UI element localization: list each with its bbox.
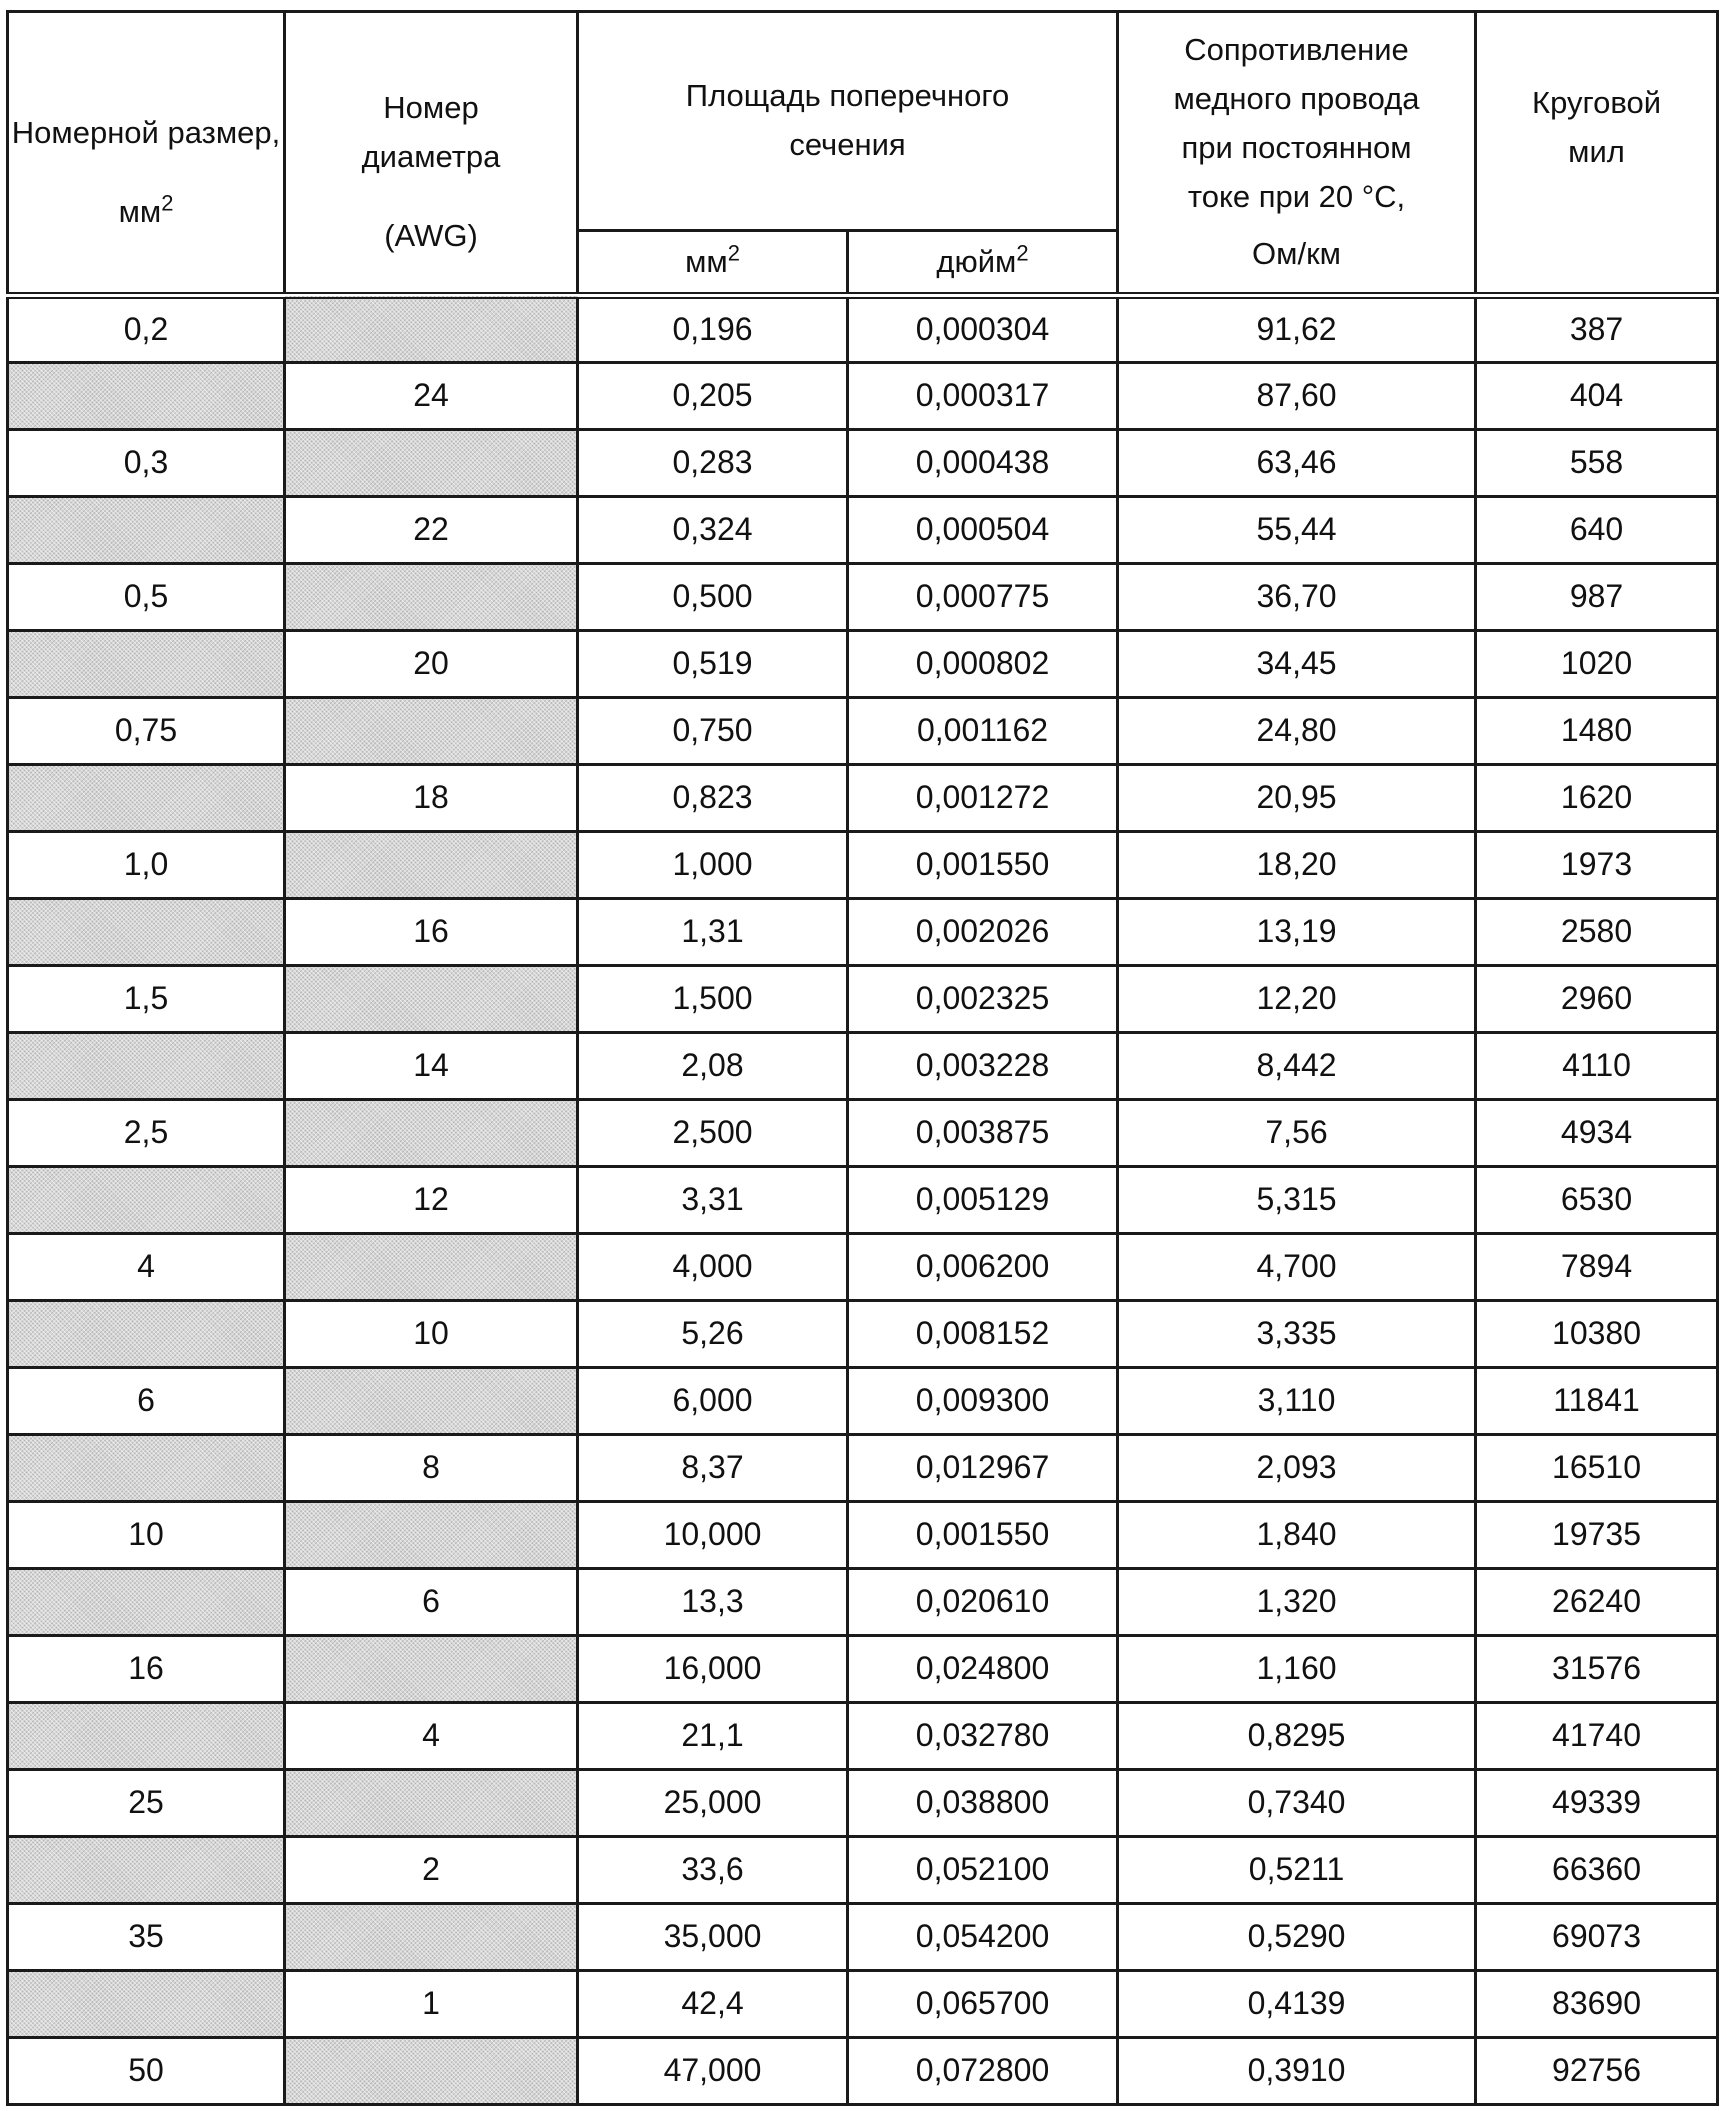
cell-awg: 1 (285, 1971, 578, 2038)
cell-awg (285, 698, 578, 765)
table-row (8, 2038, 1718, 2105)
cell-nominal-size: 10 (8, 1502, 285, 1569)
cell-awg (285, 1636, 578, 1703)
cell-resistance: 36,70 (1118, 564, 1476, 631)
cell-area-inch2: 0,000775 (848, 564, 1118, 631)
cell-circular-mil: 11841 (1476, 1368, 1718, 1435)
cell-area-mm2: 10,000 (578, 1502, 848, 1569)
table-row (8, 1301, 1718, 1368)
cell-area-mm2: 2,500 (578, 1100, 848, 1167)
cell-resistance: 12,20 (1118, 966, 1476, 1033)
cell-resistance: 2,093 (1118, 1435, 1476, 1502)
cell-awg: 20 (285, 631, 578, 698)
cell-awg: 24 (285, 363, 578, 430)
table-row (8, 1100, 1718, 1167)
cell-area-inch2: 0,002325 (848, 966, 1118, 1033)
cell-awg (285, 1770, 578, 1837)
cell-awg: 14 (285, 1033, 578, 1100)
header-awg (285, 12, 578, 296)
table-row (8, 564, 1718, 631)
cell-area-mm2: 1,31 (578, 899, 848, 966)
cell-area-mm2: 0,750 (578, 698, 848, 765)
header-awg-unit: (AWG) (384, 217, 478, 253)
table-body (8, 296, 1718, 2105)
cell-circular-mil: 4934 (1476, 1100, 1718, 1167)
cell-area-inch2: 0,000504 (848, 497, 1118, 564)
table-row (8, 1167, 1718, 1234)
table-row (8, 1636, 1718, 1703)
cell-area-inch2: 0,012967 (848, 1435, 1118, 1502)
cell-area-mm2: 16,000 (578, 1636, 848, 1703)
cell-area-inch2: 0,000802 (848, 631, 1118, 698)
cell-circular-mil: 92756 (1476, 2038, 1718, 2105)
cell-area-mm2: 0,324 (578, 497, 848, 564)
header-cross-section-area: Площадь поперечного сечения (578, 12, 1118, 231)
cell-resistance: 0,5290 (1118, 1904, 1476, 1971)
cell-resistance: 63,46 (1118, 430, 1476, 497)
cell-resistance: 4,700 (1118, 1234, 1476, 1301)
cell-area-inch2: 0,000304 (848, 296, 1118, 363)
cell-area-inch2: 0,005129 (848, 1167, 1118, 1234)
cell-circular-mil: 4110 (1476, 1033, 1718, 1100)
cell-circular-mil: 16510 (1476, 1435, 1718, 1502)
cell-resistance: 24,80 (1118, 698, 1476, 765)
cell-area-mm2: 1,000 (578, 832, 848, 899)
header-area-mm2: $мм^2$ (578, 231, 848, 296)
cell-area-mm2: 25,000 (578, 1770, 848, 1837)
cell-awg: 2 (285, 1837, 578, 1904)
wire-size-table (6, 10, 1719, 2106)
cell-circular-mil: 7894 (1476, 1234, 1718, 1301)
cell-resistance: 20,95 (1118, 765, 1476, 832)
cell-area-mm2: 13,3 (578, 1569, 848, 1636)
cell-circular-mil: 1480 (1476, 698, 1718, 765)
table-row (8, 1234, 1718, 1301)
header-row-top (8, 12, 1718, 231)
cell-nominal-size: 4 (8, 1234, 285, 1301)
table-row (8, 430, 1718, 497)
header-circular-mil-title: Круговой мил (1532, 85, 1662, 169)
cell-area-mm2: 33,6 (578, 1837, 848, 1904)
cell-awg (285, 1234, 578, 1301)
cell-nominal-size: 0,75 (8, 698, 285, 765)
header-awg-title: Номер диаметра (361, 90, 501, 175)
cell-circular-mil: 1620 (1476, 765, 1718, 832)
cell-resistance: 0,3910 (1118, 2038, 1476, 2105)
cell-awg: 12 (285, 1167, 578, 1234)
cell-nominal-size: 6 (8, 1368, 285, 1435)
cell-awg: 18 (285, 765, 578, 832)
table-row (8, 1837, 1718, 1904)
cell-resistance: 13,19 (1118, 899, 1476, 966)
cell-resistance: 0,8295 (1118, 1703, 1476, 1770)
cell-area-mm2: 42,4 (578, 1971, 848, 2038)
cell-circular-mil: 66360 (1476, 1837, 1718, 1904)
cell-resistance: 18,20 (1118, 832, 1476, 899)
cell-awg (285, 832, 578, 899)
cell-area-inch2: 0,001550 (848, 1502, 1118, 1569)
cell-nominal-size: 0,5 (8, 564, 285, 631)
cell-resistance: 3,335 (1118, 1301, 1476, 1368)
cell-circular-mil: 26240 (1476, 1569, 1718, 1636)
cell-area-mm2: 47,000 (578, 2038, 848, 2105)
cell-area-inch2: 0,052100 (848, 1837, 1118, 1904)
table-row (8, 1502, 1718, 1569)
cell-area-mm2: 8,37 (578, 1435, 848, 1502)
cell-area-mm2: 0,283 (578, 430, 848, 497)
cell-awg: 4 (285, 1703, 578, 1770)
cell-circular-mil: 10380 (1476, 1301, 1718, 1368)
cell-circular-mil: 558 (1476, 430, 1718, 497)
table-row (8, 1971, 1718, 2038)
table-row (8, 698, 1718, 765)
cell-circular-mil: 31576 (1476, 1636, 1718, 1703)
cell-awg: 10 (285, 1301, 578, 1368)
cell-nominal-size (8, 1971, 285, 2038)
cell-area-inch2: 0,020610 (848, 1569, 1118, 1636)
cell-nominal-size (8, 1435, 285, 1502)
cell-area-inch2: 0,001162 (848, 698, 1118, 765)
table-row (8, 631, 1718, 698)
cell-awg (285, 1904, 578, 1971)
cell-area-inch2: 0,032780 (848, 1703, 1118, 1770)
cell-circular-mil: 1973 (1476, 832, 1718, 899)
table-row (8, 765, 1718, 832)
cell-area-inch2: 0,000438 (848, 430, 1118, 497)
cell-nominal-size (8, 1301, 285, 1368)
table-row (8, 899, 1718, 966)
cell-area-inch2: 0,006200 (848, 1234, 1118, 1301)
cell-area-mm2: 4,000 (578, 1234, 848, 1301)
table-row (8, 296, 1718, 363)
cell-resistance: 1,840 (1118, 1502, 1476, 1569)
cell-nominal-size: 16 (8, 1636, 285, 1703)
cell-awg: 22 (285, 497, 578, 564)
cell-nominal-size: 0,2 (8, 296, 285, 363)
cell-circular-mil: 19735 (1476, 1502, 1718, 1569)
cell-awg (285, 296, 578, 363)
cell-area-inch2: 0,000317 (848, 363, 1118, 430)
cell-nominal-size (8, 899, 285, 966)
cell-area-mm2: 3,31 (578, 1167, 848, 1234)
cell-resistance: 7,56 (1118, 1100, 1476, 1167)
header-resistance-title: Сопротивление медного провода при постоянном токе при 20 °С, (1173, 32, 1420, 214)
cell-nominal-size (8, 363, 285, 430)
cell-nominal-size: 1,5 (8, 966, 285, 1033)
cell-resistance: 87,60 (1118, 363, 1476, 430)
cell-nominal-size (8, 1569, 285, 1636)
table-row (8, 1904, 1718, 1971)
cell-nominal-size: 50 (8, 2038, 285, 2105)
cell-awg: 6 (285, 1569, 578, 1636)
cell-awg (285, 430, 578, 497)
table-header (8, 12, 1718, 296)
cell-area-mm2: 0,196 (578, 296, 848, 363)
cell-nominal-size (8, 631, 285, 698)
cell-circular-mil: 1020 (1476, 631, 1718, 698)
header-nominal-size-unit: $мм^2$ (118, 190, 174, 229)
cell-resistance: 55,44 (1118, 497, 1476, 564)
cell-resistance: 0,5211 (1118, 1837, 1476, 1904)
cell-area-mm2: 0,205 (578, 363, 848, 430)
cell-nominal-size (8, 1837, 285, 1904)
cell-area-inch2: 0,001550 (848, 832, 1118, 899)
cell-nominal-size (8, 1167, 285, 1234)
cell-area-inch2: 0,002026 (848, 899, 1118, 966)
cell-awg (285, 2038, 578, 2105)
table-row (8, 1770, 1718, 1837)
cell-circular-mil: 83690 (1476, 1971, 1718, 2038)
cell-circular-mil: 69073 (1476, 1904, 1718, 1971)
cell-area-inch2: 0,001272 (848, 765, 1118, 832)
table-row (8, 363, 1718, 430)
cell-resistance: 0,4139 (1118, 1971, 1476, 2038)
cell-nominal-size: 1,0 (8, 832, 285, 899)
table-row (8, 1435, 1718, 1502)
document-page (6, 10, 1716, 2106)
cell-nominal-size: 35 (8, 1904, 285, 1971)
table-row (8, 966, 1718, 1033)
cell-area-mm2: 0,823 (578, 765, 848, 832)
cell-area-inch2: 0,003875 (848, 1100, 1118, 1167)
cell-area-mm2: 0,500 (578, 564, 848, 631)
table-row (8, 1703, 1718, 1770)
cell-circular-mil: 2580 (1476, 899, 1718, 966)
cell-area-inch2: 0,003228 (848, 1033, 1118, 1100)
cell-nominal-size: 2,5 (8, 1100, 285, 1167)
cell-circular-mil: 387 (1476, 296, 1718, 363)
cell-area-inch2: 0,072800 (848, 2038, 1118, 2105)
cell-circular-mil: 640 (1476, 497, 1718, 564)
cell-awg (285, 1368, 578, 1435)
cell-area-mm2: 21,1 (578, 1703, 848, 1770)
cell-awg (285, 1100, 578, 1167)
cell-awg: 16 (285, 899, 578, 966)
cell-nominal-size: 0,3 (8, 430, 285, 497)
cell-area-inch2: 0,024800 (848, 1636, 1118, 1703)
cell-circular-mil: 49339 (1476, 1770, 1718, 1837)
cell-area-mm2: 2,08 (578, 1033, 848, 1100)
cell-resistance: 1,160 (1118, 1636, 1476, 1703)
cell-area-inch2: 0,065700 (848, 1971, 1118, 2038)
cell-nominal-size (8, 1033, 285, 1100)
cell-area-inch2: 0,038800 (848, 1770, 1118, 1837)
cell-circular-mil: 2960 (1476, 966, 1718, 1033)
cell-circular-mil: 404 (1476, 363, 1718, 430)
cell-circular-mil: 6530 (1476, 1167, 1718, 1234)
cell-awg: 8 (285, 1435, 578, 1502)
cell-nominal-size: 25 (8, 1770, 285, 1837)
cell-resistance: 1,320 (1118, 1569, 1476, 1636)
cell-area-mm2: 6,000 (578, 1368, 848, 1435)
header-area-inch2: дюйм$^2$ (848, 231, 1118, 296)
cell-area-inch2: 0,008152 (848, 1301, 1118, 1368)
cell-area-mm2: 35,000 (578, 1904, 848, 1971)
header-resistance-unit: Ом/км (1252, 235, 1341, 271)
cell-resistance: 34,45 (1118, 631, 1476, 698)
header-resistance (1118, 12, 1476, 296)
cell-awg (285, 564, 578, 631)
cell-awg (285, 966, 578, 1033)
cell-resistance: 8,442 (1118, 1033, 1476, 1100)
table-row (8, 832, 1718, 899)
cell-circular-mil: 987 (1476, 564, 1718, 631)
cell-resistance: 91,62 (1118, 296, 1476, 363)
cell-area-mm2: 0,519 (578, 631, 848, 698)
cell-resistance: 5,315 (1118, 1167, 1476, 1234)
table-row (8, 497, 1718, 564)
cell-resistance: 3,110 (1118, 1368, 1476, 1435)
table-row (8, 1033, 1718, 1100)
header-nominal-size (8, 12, 285, 296)
cell-nominal-size (8, 1703, 285, 1770)
cell-awg (285, 1502, 578, 1569)
cell-circular-mil: 41740 (1476, 1703, 1718, 1770)
cell-nominal-size (8, 765, 285, 832)
header-nominal-size-title: Номерной размер, (11, 114, 281, 150)
cell-area-mm2: 5,26 (578, 1301, 848, 1368)
cell-area-inch2: 0,009300 (848, 1368, 1118, 1435)
cell-nominal-size (8, 497, 285, 564)
header-circular-mil (1476, 12, 1718, 296)
cell-resistance: 0,7340 (1118, 1770, 1476, 1837)
table-row (8, 1368, 1718, 1435)
cell-area-mm2: 1,500 (578, 966, 848, 1033)
cell-area-inch2: 0,054200 (848, 1904, 1118, 1971)
table-row (8, 1569, 1718, 1636)
